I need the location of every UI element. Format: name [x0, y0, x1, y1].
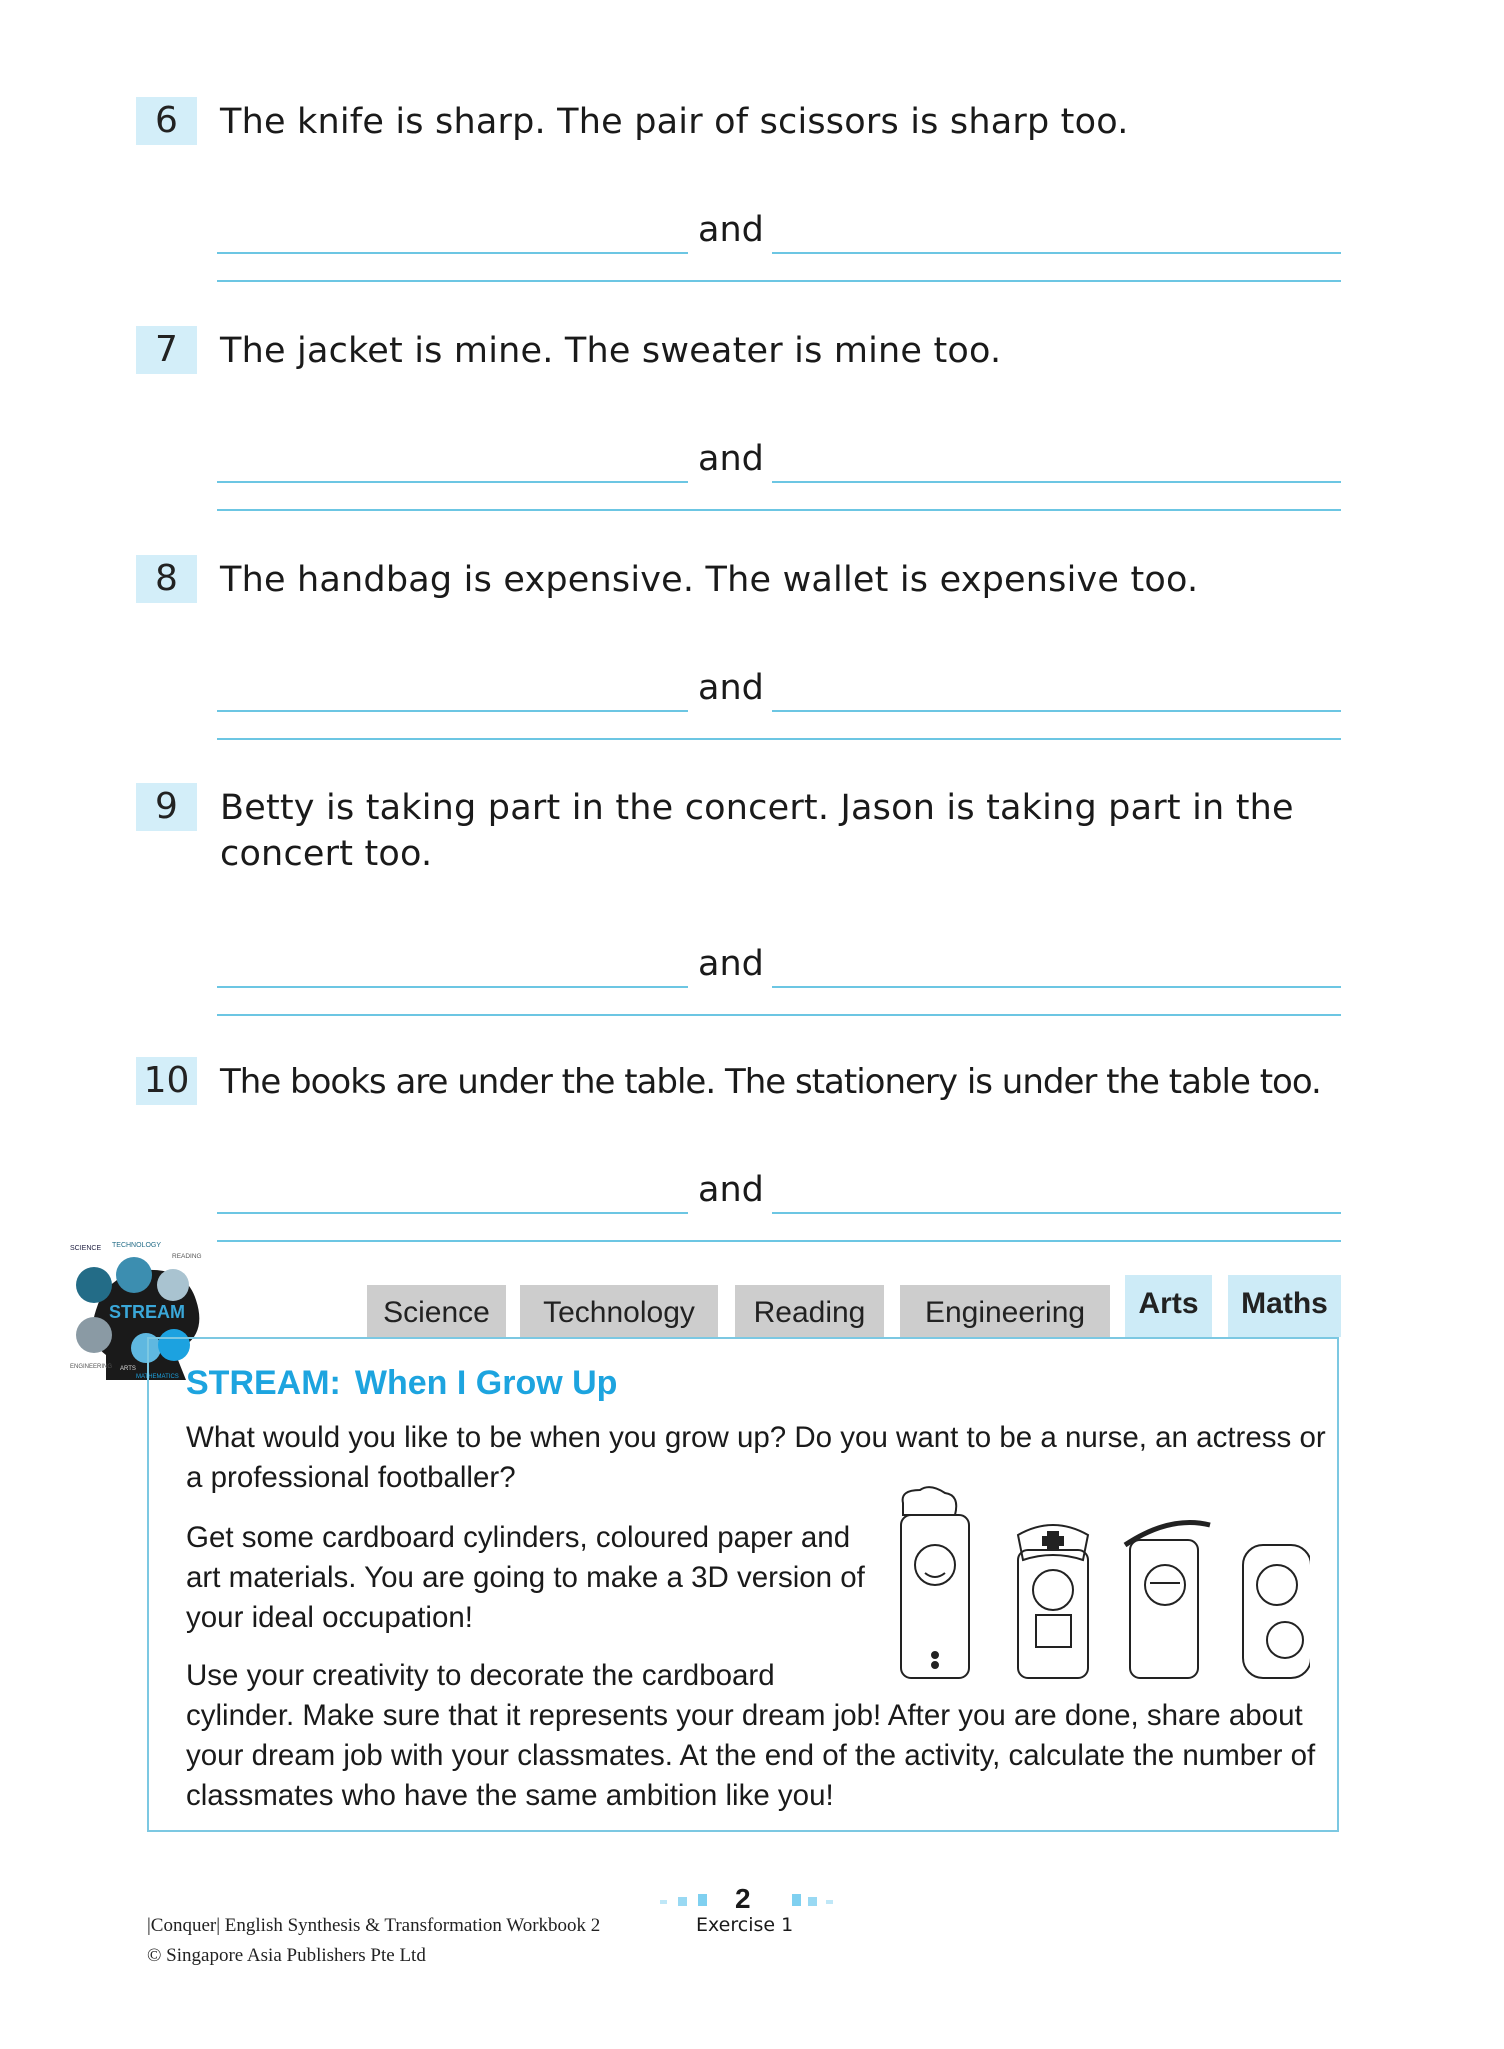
question-text: The knife is sharp. The pair of scissors is sharp too. [220, 102, 1129, 142]
nurse-figure [1018, 1525, 1088, 1678]
question-number: 6 [136, 97, 197, 145]
connector-and: and [698, 439, 764, 479]
tab-reading: Reading [735, 1285, 884, 1337]
question-text: The books are under the table. The stationery is under the table too. [220, 1062, 1321, 1102]
question-text: The jacket is mine. The sweater is mine too. [220, 331, 1002, 371]
exercise-label: Exercise 1 [696, 1914, 794, 1936]
tab-engineering: Engineering [900, 1285, 1110, 1337]
tab-maths: Maths [1228, 1275, 1341, 1337]
stream-title [186, 1364, 617, 1403]
svg-text:STREAM: STREAM [109, 1302, 185, 1322]
svg-text:ENGINEERING: ENGINEERING [70, 1364, 113, 1370]
occupation-figures-illustration [885, 1485, 1310, 1680]
footballer-figure [1243, 1545, 1310, 1678]
answer-line-1[interactable] [217, 1164, 1341, 1214]
actress-figure [1125, 1523, 1210, 1679]
svg-text:TECHNOLOGY: TECHNOLOGY [112, 1242, 162, 1249]
tab-arts: Arts [1125, 1275, 1212, 1337]
question-number: 9 [136, 783, 197, 831]
question-text: Betty is taking part in the concert. Jason is taking part in the concert too. [220, 788, 1294, 874]
svg-text:READING: READING [172, 1253, 202, 1260]
answer-line-2[interactable] [217, 1240, 1341, 1242]
book-title: |Conquer| English Synthesis & Transformation Workbook 2 [147, 1915, 601, 1936]
answer-line-1[interactable] [217, 662, 1341, 712]
tab-technology: Technology [520, 1285, 718, 1337]
page-number: 2 [735, 1883, 751, 1914]
answer-line-2[interactable] [217, 738, 1341, 740]
question-text: The handbag is expensive. The wallet is expensive too. [220, 560, 1199, 600]
connector-and: and [698, 944, 764, 984]
chef-figure [901, 1487, 969, 1678]
logo-label-science: SCIENCE [70, 1245, 102, 1252]
connector-and: and [698, 1170, 764, 1210]
answer-line-2[interactable] [217, 280, 1341, 282]
answer-line-2[interactable] [217, 1014, 1341, 1016]
paragraph-3-text: Use your creativity to decorate the cardboard cylinder. Make sure that it represents your dream job! After you are done, share about your dream job with your classmates. At the end of the activity, calculate the number of classmates who have the same ambition like you! [186, 1659, 1316, 1812]
connector-and: and [698, 668, 764, 708]
answer-line-2[interactable] [217, 509, 1341, 511]
title-text: When I Grow Up [354, 1364, 618, 1402]
question-number: 7 [136, 326, 197, 374]
copyright: © Singapore Asia Publishers Pte Ltd [147, 1945, 426, 1966]
answer-line-1[interactable] [217, 433, 1341, 483]
paragraph-1: What would you like to be when you grow up? Do you want to be a nurse, an actress or a professional footballer? [186, 1421, 1326, 1494]
answer-line-1[interactable] [217, 938, 1341, 988]
title-prefix: STREAM: [186, 1364, 341, 1402]
svg-text:ARTS: ARTS [120, 1366, 136, 1372]
question-number: 10 [136, 1057, 197, 1105]
tab-science: Science [367, 1285, 506, 1337]
paragraph-2: Get some cardboard cylinders, coloured paper and art materials. You are going to make a 3D version of your ideal occupation! [186, 1521, 865, 1634]
connector-and: and [698, 210, 764, 250]
svg-text:MATHEMATICS: MATHEMATICS [136, 1374, 179, 1380]
paragraph-3 [186, 1656, 1326, 1816]
question-number: 8 [136, 555, 197, 603]
answer-line-1[interactable] [217, 204, 1341, 254]
